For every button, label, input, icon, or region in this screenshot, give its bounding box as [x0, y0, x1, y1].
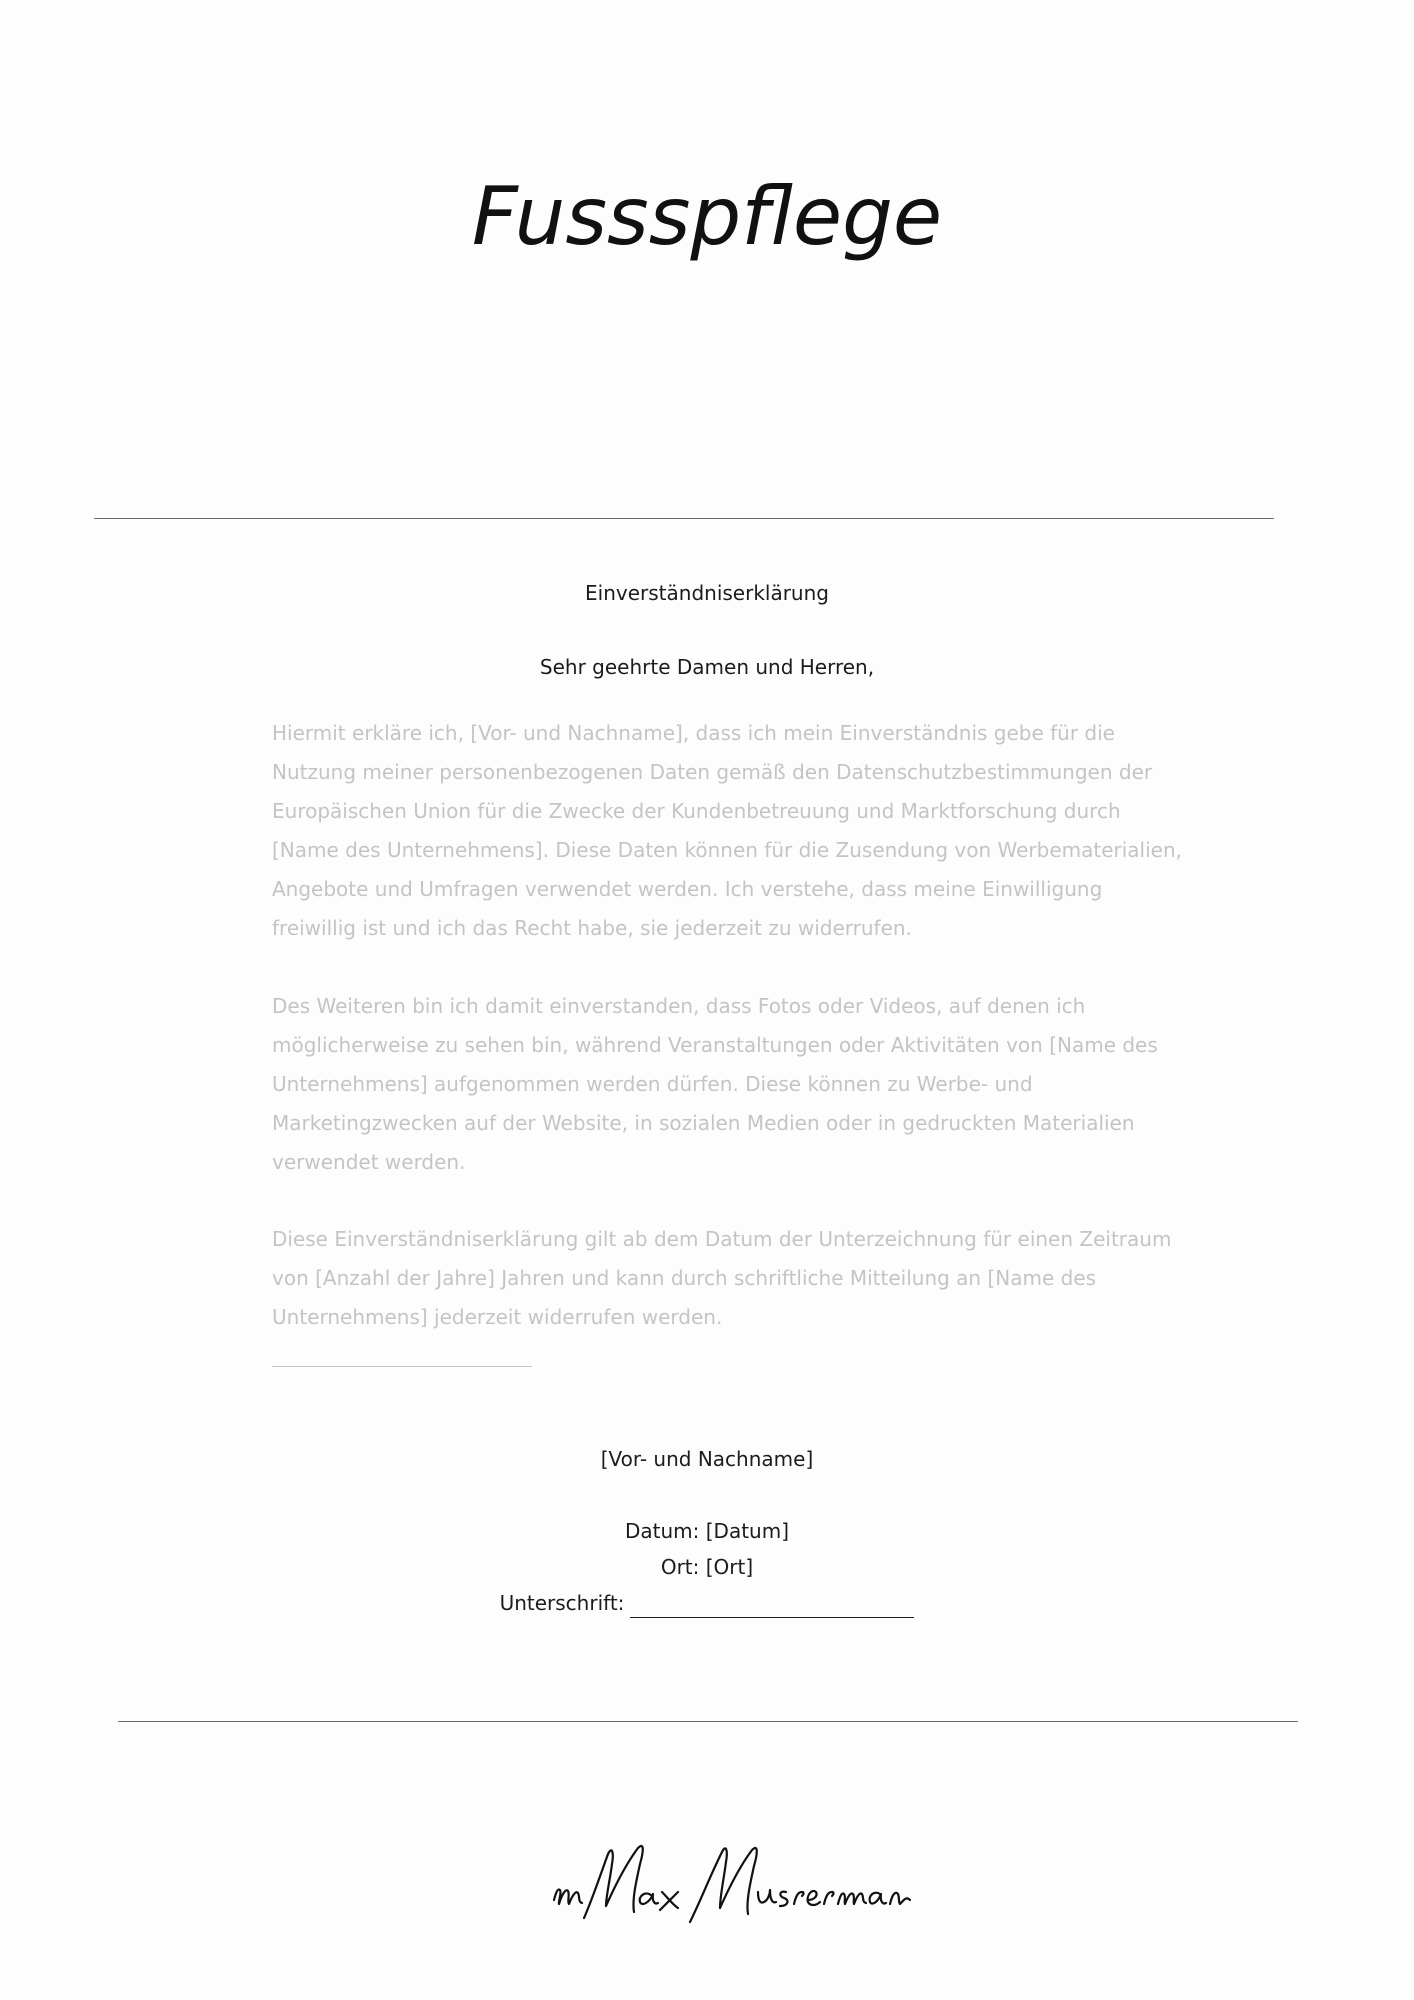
short-divider — [272, 1366, 532, 1367]
bottom-divider — [118, 1721, 1298, 1722]
paragraph-consent-media: Des Weiteren bin ich damit einverstanden, dass Fotos oder Videos, auf denen ich möglicherweise zu sehen bin, während Veranstaltungen oder Aktivitäten von [Name des Unternehmens] aufgenommen werden dürfen. Diese können zu Werbe- und Marketingzwecken auf der Website, in sozialen Medien oder in gedruckten Materialien verwendet werden. — [272, 994, 1158, 1174]
place-line: Ort: [Ort] — [660, 1555, 754, 1579]
handwritten-signature — [540, 1830, 920, 1940]
paragraph-consent-data: Hiermit erkläre ich, [Vor- und Nachname], dass ich mein Einverständnis gebe für die Nutzung meiner personenbezogenen Daten gemäß den Datenschutzbestimmungen der Europäischen Union für die Zwecke der Kundenbetreuung und Marktforschung durch [Name des Unternehmens]. Diese Daten können für die Zusendung von Werbematerialien, Angebote und Umfragen verwendet werden. Ich verstehe, dass meine Einwilligung freiwillig ist und ich das Recht habe, sie jederzeit zu widerrufen. — [272, 721, 1182, 940]
date-line: Datum: [Datum] — [624, 1519, 789, 1543]
signature-line — [0, 1588, 1414, 1618]
document-title: Fussspflege — [471, 170, 943, 263]
signature-blank — [630, 1595, 914, 1618]
name-placeholder: [Vor- und Nachname] — [600, 1447, 814, 1471]
signature-label: Unterschrift: — [499, 1591, 625, 1615]
document-heading: Einverständniserklärung — [585, 581, 829, 605]
greeting: Sehr geehrte Damen und Herren, — [539, 655, 875, 679]
top-divider — [94, 518, 1274, 519]
paragraph-validity: Diese Einverständniserklärung gilt ab dem Datum der Unterzeichnung für einen Zeitraum von [Anzahl der Jahre] Jahren und kann durch schriftliche Mitteilung an [Name des Unternehmens] jederzeit widerrufen werden. — [272, 1227, 1172, 1329]
